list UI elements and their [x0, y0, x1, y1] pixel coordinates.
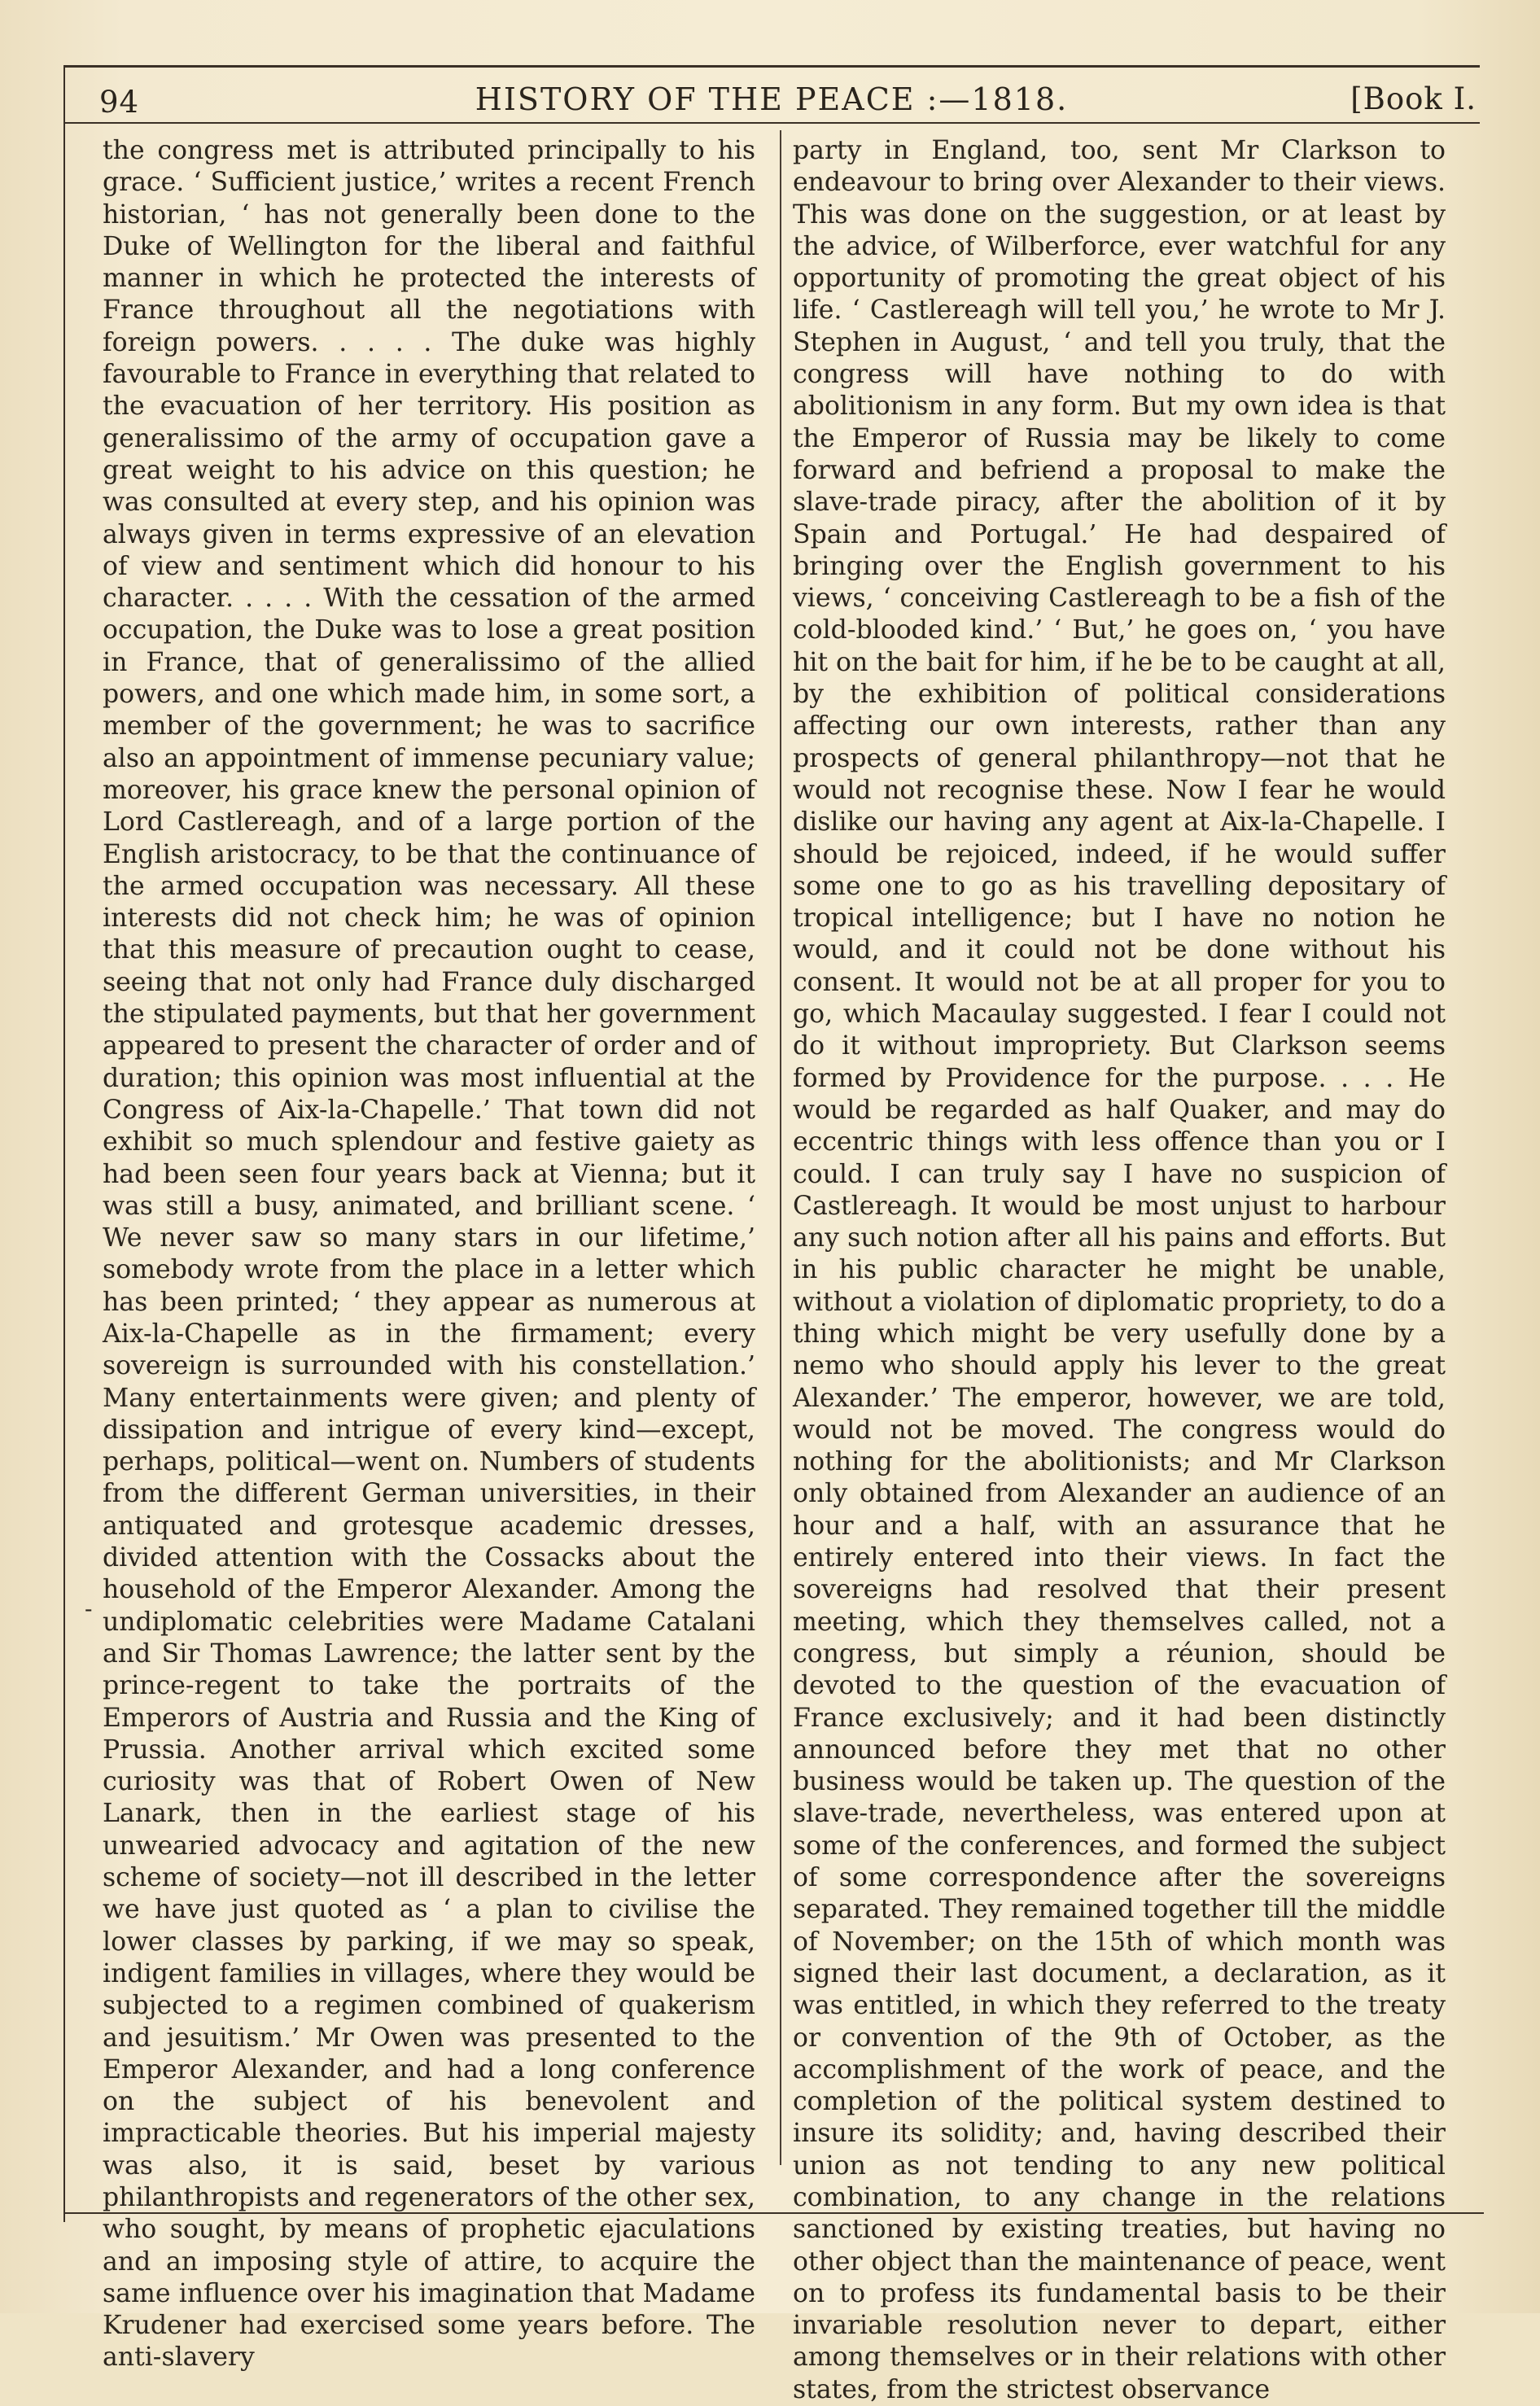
- page-number: 94: [99, 85, 140, 120]
- left-border-rule: [63, 65, 65, 2222]
- column-divider: [780, 130, 781, 2165]
- margin-mark: -: [85, 1595, 93, 1622]
- bottom-rule: [63, 2212, 1484, 2214]
- header-rule: [63, 122, 1480, 124]
- top-rule: [63, 65, 1480, 68]
- right-column-text: party in England, too, sent Mr Clarkson to endeavour to bring over Alexander to their views. This was done on the suggestion, or at least by the advice, of Wilberforce, ever watchful for any opportunity of promoting the great object of his life. ‘ Castlereagh will tell you,’ he wrote to Mr J. Stephen in August, ‘ and tell you truly, that the congress will have nothing to do with abolitionism in any form. But my own idea is that the Emperor of Russia may be likely to come forward and befriend a proposal to make the slave-trade piracy, after the abolition of it by Spain and Portugal.’ He had despaired of bringing over the English government to his views, ‘ conceiving Castlereagh to be a fish of the cold-blooded kind.’ ‘ But,’ he goes on, ‘ you have hit on the bait for him, if he be to be caught at all, by the exhibition of political considerations affecting our own interests, rather than any prospects of general philanthropy—not that he would not recognise these. Now I fear he would dislike our having any agent at Aix-la-Chapelle. I should be rejoiced, indeed, if he would suffer some one to go as his travelling depositary of tropical intelligence; but I have no notion he would, and it could not be done without his consent. It would not be at all proper for you to go, which Macaulay suggested. I fear I could not do it without impropriety. But Clarkson seems formed by Providence for the purpose. . . . He would be regarded as half Quaker, and may do eccentric things with less offence than you or I could. I can truly say I have no suspicion of Castlereagh. It would be most unjust to harbour any such notion after all his pains and efforts. But in his public character he might be unable, without a violation of diplomatic propriety, to do a thing which might be very usefully done by a nemo who should apply his lever to the great Alexander.’ The emperor, however, we are told, would not be moved. The congress would do nothing for the abolitionists; and Mr Clarkson only obtained from Alexander an audience of an hour and a half, with an assurance that he entirely entered into their views. In fact the sovereigns had resolved that their present meeting, which they themselves called, not a congress, but simply a réunion, should be devoted to the question of the evacuation of France exclusively; and it had been distinctly announced before they met that no other business would be taken up. The question of the slave-trade, nevertheless, was entered upon at some of the conferences, and formed the subject of some correspondence after the sovereigns separated. They remained together till the middle of November; on the 15th of which month was signed their last document, a declaration, as it was entitled, in which they referred to the treaty or convention of the 9th of October, as the accomplishment of the work of peace, and the completion of the political system destined to insure its solidity; and, having described their union as not tending to any new political combination, to any change in the relations sanctioned by existing treaties, but having no other object than the maintenance of peace, went on to profess its fundamental basis to be their invariable resolution never to depart, either among themselves or in their relations with other states, from the strictest observance: [793, 136, 1446, 2404]
- running-title: HISTORY OF THE PEACE :—1818.: [475, 81, 1069, 117]
- left-column-text: the congress met is attributed principally to his grace. ‘ Sufficient justice,’ writes a recent French historian, ‘ has not generally been done to the Duke of Wellington for the liberal and faithful manner in which he protected the interests of France throughout all the negotiations with foreign powers. . . . . The duke was highly favourable to France in everything that related to the evacuation of her territory. His position as generalissimo of the army of occupation gave a great weight to his advice on this question; he was consulted at every step, and his opinion was always given in terms expressive of an elevation of view and sentiment which did honour to his character. . . . . With the cessation of the armed occupation, the Duke was to lose a great position in France, that of generalissimo of the allied powers, and one which made him, in some sort, a member of the government; he was to sacrifice also an appointment of immense pecuniary value; moreover, his grace knew the personal opinion of Lord Castlereagh, and of a large portion of the English aristocracy, to be that the continuance of the armed occupation was necessary. All these interests did not check him; he was of opinion that this measure of precaution ought to cease, seeing that not only had France duly discharged the stipulated payments, but that her government appeared to present the character of order and of duration; this opinion was most influential at the Congress of Aix-la-Chapelle.’ That town did not exhibit so much splendour and festive gaiety as had been seen four years back at Vienna; but it was still a busy, animated, and brilliant scene. ‘ We never saw so many stars in our lifetime,’ somebody wrote from the place in a letter which has been printed; ‘ they appear as numerous at Aix-la-Chapelle as in the firmament; every sovereign is surrounded with his constellation.’ Many entertainments were given; and plenty of dissipation and intrigue of every kind—except, perhaps, political—went on. Numbers of students from the different German universities, in their antiquated and grotesque academic dresses, divided attention with the Cossacks about the household of the Emperor Alexander. Among the undiplomatic celebrities were Madame Catalani and Sir Thomas Lawrence; the latter sent by the prince-regent to take the portraits of the Emperors of Austria and Russia and the King of Prussia. Another arrival which excited some curiosity was that of Robert Owen of New Lanark, then in the earliest stage of his unwearied advocacy and agitation of the new scheme of society—not ill described in the letter we have just quoted as ‘ a plan to civilise the lower classes by parking, if we may so speak, indigent families in villages, where they would be subjected to a regimen combined of quakerism and jesuitism.’ Mr Owen was presented to the Emperor Alexander, and had a long conference on the subject of his benevolent and impracticable theories. But his imperial majesty was also, it is said, beset by various philanthropists and regenerators of the other sex, who sought, by means of prophetic ejaculations and an imposing style of attire, to acquire the same influence over his imagination that Madame Krudener had exercised some years before. The anti-slavery: [103, 136, 755, 2373]
- running-header: [63, 77, 1480, 120]
- right-column: [793, 135, 1446, 2406]
- book-label: [Book I.: [1350, 81, 1477, 116]
- left-column: [103, 135, 755, 2374]
